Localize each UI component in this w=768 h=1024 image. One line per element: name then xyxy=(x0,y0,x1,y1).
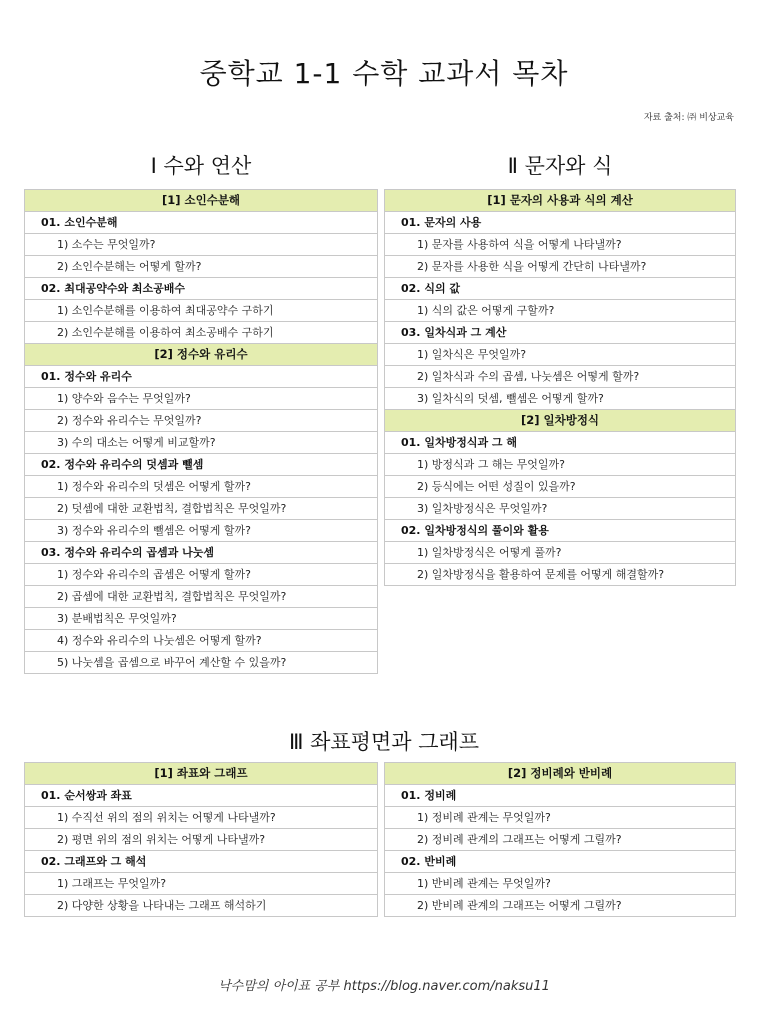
toc-cell: 2) 다양한 상황을 나타내는 그래프 해석하기 xyxy=(25,895,378,917)
toc-cell: 1) 정수와 유리수의 덧셈은 어떻게 할까? xyxy=(25,476,378,498)
toc-cell: 02. 그래프와 그 해석 xyxy=(25,851,378,873)
section-heading-row xyxy=(385,785,736,807)
lesson-item-row xyxy=(385,366,736,388)
toc-cell: 2) 일차식과 수의 곱셈, 나눗셈은 어떻게 할까? xyxy=(385,366,736,388)
toc-cell: 3) 수의 대소는 어떻게 비교할까? xyxy=(25,432,378,454)
toc-cell: 2) 등식에는 어떤 성질이 있을까? xyxy=(385,476,736,498)
lesson-item-row xyxy=(385,454,736,476)
lesson-item-row xyxy=(385,829,736,851)
chapter-header-row xyxy=(25,344,378,366)
toc-cell: 02. 정수와 유리수의 덧셈과 뺄셈 xyxy=(25,454,378,476)
toc-cell: 2) 문자를 사용한 식을 어떻게 간단히 나타낼까? xyxy=(385,256,736,278)
toc-cell: 3) 일차방정식은 무엇일까? xyxy=(385,498,736,520)
lesson-item-row xyxy=(385,476,736,498)
lesson-item-row xyxy=(25,520,378,542)
lesson-item-row xyxy=(25,829,378,851)
toc-cell: 3) 일차식의 덧셈, 뺄셈은 어떻게 할까? xyxy=(385,388,736,410)
lesson-item-row xyxy=(25,476,378,498)
section-2-title: Ⅱ 문자와 식 xyxy=(507,154,613,178)
section-3-title: Ⅲ 좌표평면과 그래프 xyxy=(288,730,480,754)
toc-cell: 3) 정수와 유리수의 뺄셈은 어떻게 할까? xyxy=(25,520,378,542)
section-heading-row xyxy=(25,851,378,873)
lesson-item-row xyxy=(385,300,736,322)
lesson-item-row xyxy=(25,322,378,344)
section-heading-row xyxy=(25,542,378,564)
lesson-item-row xyxy=(385,234,736,256)
lesson-item-row xyxy=(385,564,736,586)
toc-table-section-3-left xyxy=(24,762,378,917)
toc-cell: 1) 식의 값은 어떻게 구할까? xyxy=(385,300,736,322)
lesson-item-row xyxy=(25,410,378,432)
section-heading-row xyxy=(25,366,378,388)
chapter-header-row xyxy=(385,763,736,785)
lesson-item-row xyxy=(385,256,736,278)
lesson-item-row xyxy=(25,652,378,674)
chapter-header-row xyxy=(25,763,378,785)
toc-cell: 02. 식의 값 xyxy=(385,278,736,300)
toc-cell: 03. 정수와 유리수의 곱셈과 나눗셈 xyxy=(25,542,378,564)
lesson-item-row xyxy=(25,807,378,829)
toc-cell: 01. 정수와 유리수 xyxy=(25,366,378,388)
toc-cell: 2) 평면 위의 점의 위치는 어떻게 나타낼까? xyxy=(25,829,378,851)
section-heading-row xyxy=(25,785,378,807)
lesson-item-row xyxy=(25,300,378,322)
toc-table-section-3-right xyxy=(384,762,736,917)
lesson-item-row xyxy=(385,498,736,520)
section-heading-row xyxy=(25,212,378,234)
lesson-item-row xyxy=(25,895,378,917)
toc-table-section-2 xyxy=(384,189,736,586)
footer-credit: 낙수맘의 아이표 공부 https://blog.naver.com/naksu11 xyxy=(218,979,550,994)
toc-cell: 4) 정수와 유리수의 나눗셈은 어떻게 할까? xyxy=(25,630,378,652)
lesson-item-row xyxy=(25,388,378,410)
lesson-item-row xyxy=(25,630,378,652)
toc-cell: 3) 분배법칙은 무엇일까? xyxy=(25,608,378,630)
lesson-item-row xyxy=(25,256,378,278)
lesson-item-row xyxy=(385,542,736,564)
lesson-item-row xyxy=(25,564,378,586)
lesson-item-row xyxy=(25,608,378,630)
toc-cell: 2) 정수와 유리수는 무엇일까? xyxy=(25,410,378,432)
section-heading-row xyxy=(385,322,736,344)
toc-cell: [2] 일차방정식 xyxy=(385,410,736,432)
toc-cell: 1) 방정식과 그 해는 무엇일까? xyxy=(385,454,736,476)
section-heading-row xyxy=(385,851,736,873)
toc-cell: 2) 소인수분해는 어떻게 할까? xyxy=(25,256,378,278)
toc-cell: 1) 일차식은 무엇일까? xyxy=(385,344,736,366)
lesson-item-row xyxy=(25,498,378,520)
page-title: 중학교 1-1 수학 교과서 목차 xyxy=(199,57,569,90)
section-heading-row xyxy=(385,278,736,300)
chapter-header-row xyxy=(25,190,378,212)
toc-cell: 1) 일차방정식은 어떻게 풀까? xyxy=(385,542,736,564)
toc-cell: 1) 문자를 사용하여 식을 어떻게 나타낼까? xyxy=(385,234,736,256)
toc-cell: 2) 덧셈에 대한 교환법칙, 결합법칙은 무엇일까? xyxy=(25,498,378,520)
toc-cell: 2) 소인수분해를 이용하여 최소공배수 구하기 xyxy=(25,322,378,344)
section-heading-row xyxy=(25,278,378,300)
toc-cell: 03. 일차식과 그 계산 xyxy=(385,322,736,344)
lesson-item-row xyxy=(25,873,378,895)
chapter-header-row xyxy=(385,190,736,212)
toc-cell: 02. 최대공약수와 최소공배수 xyxy=(25,278,378,300)
toc-cell: 02. 일차방정식의 풀이와 활용 xyxy=(385,520,736,542)
toc-cell: 2) 정비례 관계의 그래프는 어떻게 그릴까? xyxy=(385,829,736,851)
lesson-item-row xyxy=(25,586,378,608)
toc-cell: [1] 문자의 사용과 식의 계산 xyxy=(385,190,736,212)
toc-cell: 2) 일차방정식을 활용하여 문제를 어떻게 해결할까? xyxy=(385,564,736,586)
section-heading-row xyxy=(385,432,736,454)
section-heading-row xyxy=(385,520,736,542)
toc-table-section-1 xyxy=(24,189,378,674)
section-1-title: Ⅰ 수와 연산 xyxy=(150,154,252,178)
section-heading-row xyxy=(25,454,378,476)
toc-cell: 01. 문자의 사용 xyxy=(385,212,736,234)
toc-cell: 1) 반비례 관계는 무엇일까? xyxy=(385,873,736,895)
lesson-item-row xyxy=(25,234,378,256)
toc-cell: 1) 정비례 관계는 무엇일까? xyxy=(385,807,736,829)
toc-cell: 1) 그래프는 무엇일까? xyxy=(25,873,378,895)
toc-cell: [2] 정비례와 반비례 xyxy=(385,763,736,785)
toc-cell: 01. 순서쌍과 좌표 xyxy=(25,785,378,807)
toc-cell: 01. 정비례 xyxy=(385,785,736,807)
toc-cell: 1) 수직선 위의 점의 위치는 어떻게 나타낼까? xyxy=(25,807,378,829)
lesson-item-row xyxy=(385,873,736,895)
source-note: 자료 출처: ㈜ 비상교육 xyxy=(643,113,734,123)
toc-cell: 01. 소인수분해 xyxy=(25,212,378,234)
toc-cell: 5) 나눗셈을 곱셈으로 바꾸어 계산할 수 있을까? xyxy=(25,652,378,674)
toc-cell: 1) 소수는 무엇일까? xyxy=(25,234,378,256)
toc-cell: 2) 반비례 관계의 그래프는 어떻게 그릴까? xyxy=(385,895,736,917)
lesson-item-row xyxy=(25,432,378,454)
toc-cell: 2) 곱셈에 대한 교환법칙, 결합법칙은 무엇일까? xyxy=(25,586,378,608)
chapter-header-row xyxy=(385,410,736,432)
toc-cell: [2] 정수와 유리수 xyxy=(25,344,378,366)
section-heading-row xyxy=(385,212,736,234)
lesson-item-row xyxy=(385,895,736,917)
toc-cell: 1) 정수와 유리수의 곱셈은 어떻게 할까? xyxy=(25,564,378,586)
toc-cell: [1] 소인수분해 xyxy=(25,190,378,212)
lesson-item-row xyxy=(385,344,736,366)
toc-cell: 1) 양수와 음수는 무엇일까? xyxy=(25,388,378,410)
toc-cell: 01. 일차방정식과 그 해 xyxy=(385,432,736,454)
toc-cell: 1) 소인수분해를 이용하여 최대공약수 구하기 xyxy=(25,300,378,322)
lesson-item-row xyxy=(385,807,736,829)
toc-cell: [1] 좌표와 그래프 xyxy=(25,763,378,785)
toc-cell: 02. 반비례 xyxy=(385,851,736,873)
lesson-item-row xyxy=(385,388,736,410)
